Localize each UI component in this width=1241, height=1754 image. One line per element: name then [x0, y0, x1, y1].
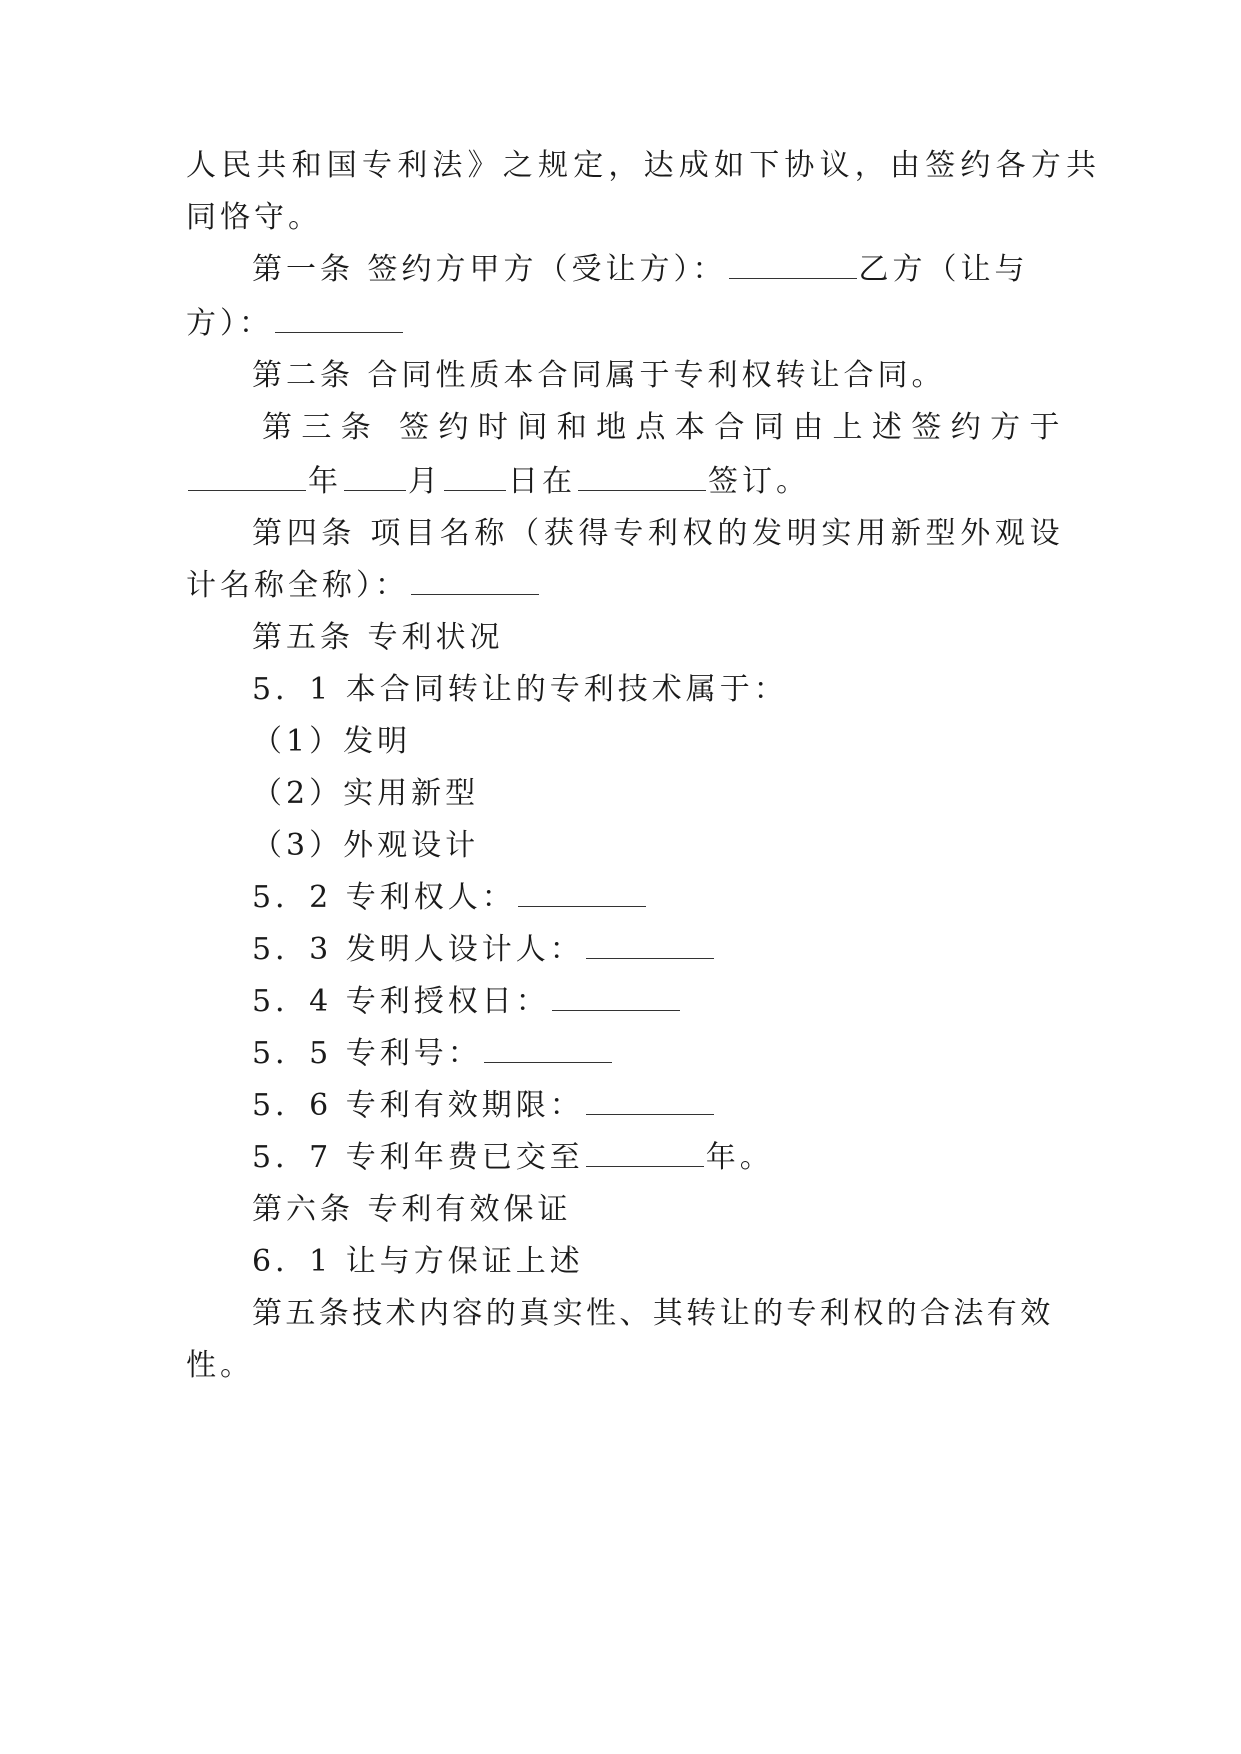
option-invention: （1）发明	[252, 724, 412, 759]
patent-number-blank	[484, 1036, 612, 1063]
paragraph-line-2: 同恪守。	[186, 200, 322, 235]
patentee-label: 5．2 专利权人：	[252, 880, 516, 915]
article-1-party-a-label: 第一条 签约方甲方（受让方）：	[252, 252, 727, 287]
article-1-line	[252, 250, 1042, 290]
clause-6-1-continued: 第五条技术内容的真实性、其转让的专利权的合法有效	[252, 1296, 1054, 1331]
clause-5-7	[252, 1138, 1122, 1178]
year-blank	[188, 464, 306, 491]
signed-label: 签订。	[708, 464, 810, 499]
article-1-line-2	[186, 304, 1056, 344]
article-3-line: 第三条 签约时间和地点本合同由上述签约方于	[262, 410, 1069, 445]
clause-5-6	[252, 1086, 1122, 1126]
clause-5-4	[252, 982, 1122, 1022]
patent-number-label: 5．5 专利号：	[252, 1036, 482, 1071]
day-blank	[444, 464, 506, 491]
article-4-line-2	[186, 566, 1056, 606]
clause-5-3	[252, 930, 1122, 970]
article-2-line: 第二条 合同性质本合同属于专利权转让合同。	[252, 358, 946, 393]
grant-date-blank	[552, 984, 680, 1011]
party-b-blank	[275, 306, 403, 333]
clause-6-1: 6．1 让与方保证上述	[252, 1244, 584, 1279]
article-6-heading: 第六条 专利有效保证	[252, 1192, 572, 1227]
clause-5-1: 5．1 本合同转让的专利技术属于：	[252, 672, 788, 707]
grant-date-label: 5．4 专利授权日：	[252, 984, 550, 1019]
party-b-label: 乙方（让与	[858, 252, 1029, 287]
month-blank	[344, 464, 406, 491]
clause-5-2	[252, 878, 1122, 918]
validity-period-label: 5．6 专利有效期限：	[252, 1088, 584, 1123]
party-b-label-cont: 方）：	[186, 306, 273, 341]
annual-fee-year-blank	[586, 1140, 704, 1167]
inventor-blank	[586, 932, 714, 959]
year-label: 年	[308, 464, 342, 499]
option-design: （3）外观设计	[252, 828, 480, 863]
party-a-blank	[729, 252, 857, 279]
project-name-label: 计名称全称）：	[186, 568, 409, 603]
day-place-label: 日在	[508, 464, 576, 499]
clause-6-1-end: 性。	[186, 1348, 254, 1383]
annual-fee-year-label: 年。	[705, 1140, 774, 1175]
annual-fee-label: 5．7 专利年费已交至	[252, 1140, 584, 1175]
article-3-line-2	[186, 462, 1056, 502]
inventor-label: 5．3 发明人设计人：	[252, 932, 584, 967]
project-name-blank	[411, 568, 539, 595]
option-utility-model: （2）实用新型	[252, 776, 480, 811]
patentee-blank	[518, 880, 646, 907]
clause-5-5	[252, 1034, 1122, 1074]
place-blank	[578, 464, 706, 491]
article-4-line: 第四条 项目名称（获得专利权的发明实用新型外观设	[252, 516, 1065, 551]
month-label: 月	[408, 464, 442, 499]
article-5-heading: 第五条 专利状况	[252, 620, 504, 655]
paragraph-line-1: 人民共和国专利法》之规定，达成如下协议，由签约各方共	[186, 148, 1102, 183]
validity-period-blank	[586, 1088, 714, 1115]
